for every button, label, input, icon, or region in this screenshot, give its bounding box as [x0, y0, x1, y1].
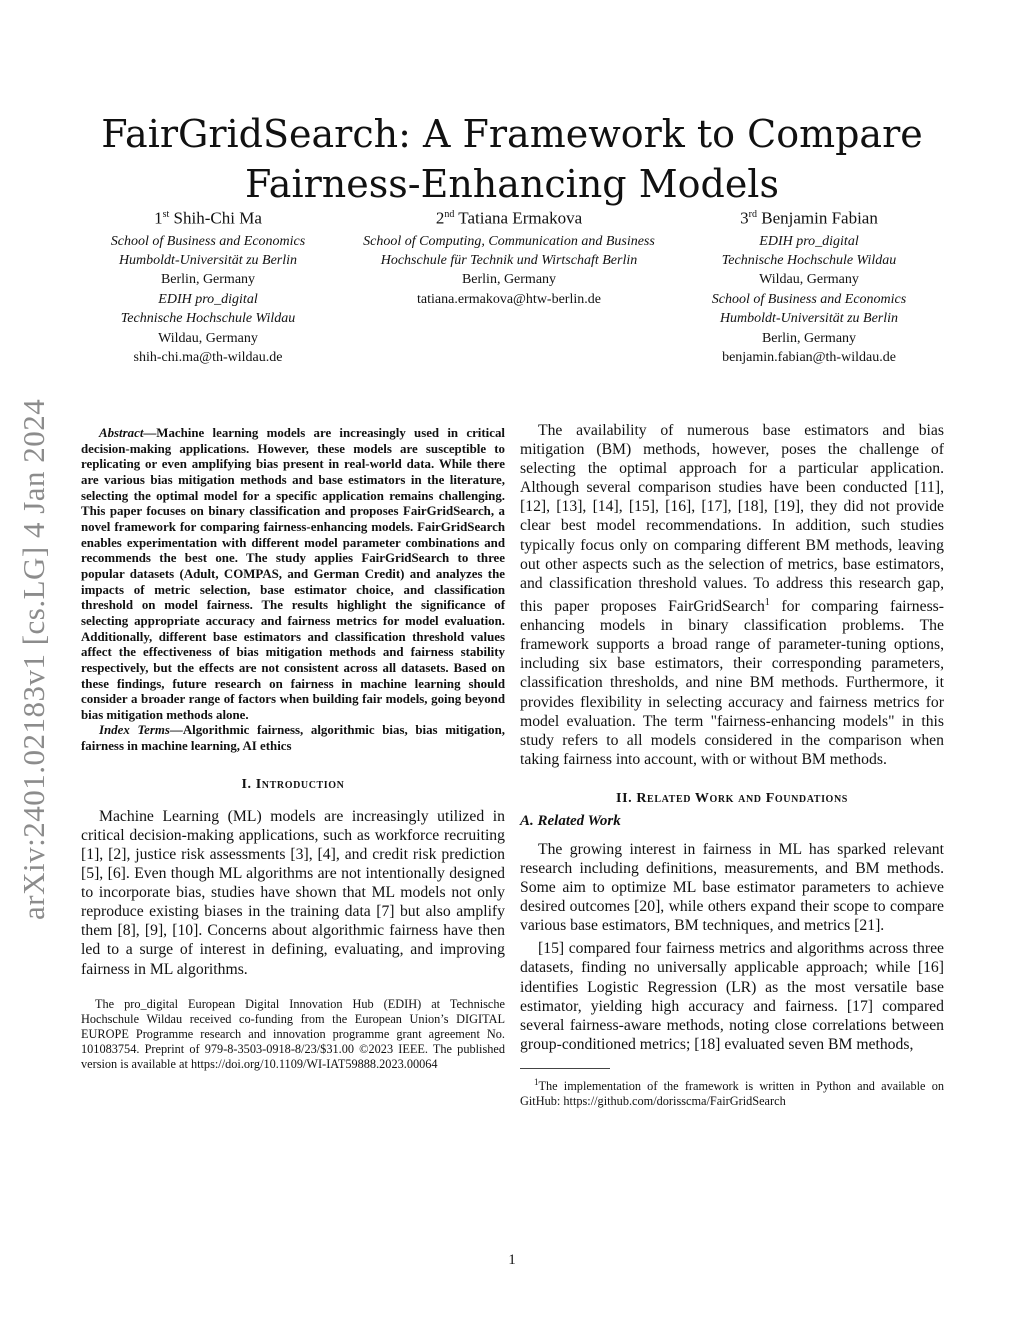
author-1-affiliation-2: EDIH pro_digital — [158, 291, 258, 307]
author-1-location: Berlin, Germany — [160, 272, 256, 288]
author-2-ordinal: 2 — [435, 208, 445, 228]
author-3-location-2: Berlin, Germany — [761, 330, 857, 346]
paper-title-line-1: FairGridSearch: A Framework to Compare — [101, 112, 923, 157]
author-3 — [696, 204, 922, 368]
author-3-ordinal-suffix: rd — [748, 209, 757, 220]
author-1-name-line — [101, 204, 315, 230]
author-3-university: Technische Hochschule Wildau — [721, 253, 897, 269]
author-2-name-line — [346, 204, 672, 230]
page-number: 1 — [508, 1252, 516, 1268]
author-2-university: Hochschule für Technik und Wirtschaft Berlin — [380, 253, 638, 269]
author-3-email: benjamin.fabian@th-wildau.de — [722, 350, 896, 366]
author-2-name: Tatiana Ermakova — [458, 208, 583, 228]
right-column — [520, 421, 944, 1109]
author-1-name: Shih-Chi Ma — [173, 208, 262, 228]
section-heading-introduction: I. Introduction — [241, 776, 345, 792]
subsection-heading-related-work: A. Related Work — [520, 812, 621, 829]
abstract-lead: Abstract — [99, 426, 144, 440]
paper-title — [80, 109, 944, 209]
author-1-ordinal: 1 — [154, 208, 163, 228]
left-column — [81, 426, 505, 1072]
author-1-location-2: Wildau, Germany — [158, 330, 258, 346]
footnote-divider — [520, 1068, 610, 1069]
author-3-university-2: Humboldt-Universität zu Berlin — [719, 311, 899, 327]
intro-continuation-part-2: for comparing fairness-enhancing models in binary classification problems. The framework supports a broad range of parameter-tuning options, including six base estimators, their corresponding parameters, classification thresholds, and nine BM methods. Furthermore, it provides flexibility in selecting accuracy and fairness metrics for model evaluation. The term "fairness-enhancing models" in this study refers to all models considered in the comparison when taking fairness into account, with or without BM methods. — [520, 598, 944, 768]
author-2 — [346, 204, 672, 309]
related-work-paragraph-2: [15] compared four fairness metrics and algorithms across three datasets, finding no universally applicable approach; while [16] identifies Logistic Regression (LR) as the most versatile base estimator, yielding high accuracy and fairness. [17] compared several fairness-aware methods, noting close correlations between group-conditioned metrics; [18] evaluated seven BM methods, — [520, 940, 944, 1053]
funding-footnote: The pro_digital European Digital Innovation Hub (EDIH) at Technische Hochschule Wildau received co-funding from the European Union’s DIGITAL EUROPE Programme research and innovation programme grant agreement No. 101083754. Preprint of 979-8-3503-0918-8/23/$31.00 ©2023 IEEE. The published version is available at https://doi.org/10.1109/WI-IAT59888.2023.00064 — [81, 996, 505, 1071]
author-1 — [101, 204, 315, 368]
author-1-ordinal-suffix: st — [162, 209, 170, 220]
author-2-location: Berlin, Germany — [461, 272, 557, 288]
author-3-affiliation: EDIH pro_digital — [759, 233, 859, 249]
introduction-paragraph: Machine Learning (ML) models are increasingly utilized in critical decision-making applications, such as workforce recruiting [1], [2], justice risk assessments [3], [4], and credit risk prediction [5], [6]. Even though ML algorithms are not intentionally designed to incorporate bias, studies have shown that ML models not only reproduce existing biases in the training data [7] but also amplify them [8], [9], [10]. Concerns about algorithmic fairness have then led to a surge of interest in defining, evaluating, and improving fairness in ML algorithms. — [81, 807, 505, 978]
index-terms-lead: Index Terms — [99, 723, 170, 738]
abstract — [81, 426, 505, 723]
related-work-paragraph-1: The growing interest in fairness in ML has sparked relevant research including definitions, measurements, and BM methods. Some aim to optimize ML base estimator parameters to achieve desired outcomes [20], while others expand their scope to compare various base estimators, BM techniques, and metrics [21]. — [520, 840, 944, 935]
author-2-email: tatiana.ermakova@htw-berlin.de — [417, 291, 601, 307]
intro-continuation-part-1: The availability of numerous base estimators and bias mitigation (BM) methods, however, poses the challenge of selecting the optimal approach for a particular application. Although several comparison studies have been conducted [11], [12], [13], [14], [15], [16], [17], [18], [19], they did not provide clear best model recommendations. In addition, such studies typically focus only on comparing different BM methods, leaving out other aspects such as the selection of metrics, base estimators, and classification threshold values. To address this research gap, this paper proposes FairGridSearch — [520, 422, 944, 616]
author-1-university: Humboldt-Universität zu Berlin — [118, 253, 298, 269]
author-3-ordinal: 3 — [740, 208, 749, 228]
implementation-footnote-mark: 1 — [534, 1076, 539, 1087]
author-1-university-2: Technische Hochschule Wildau — [120, 311, 296, 327]
author-3-affiliation-2: School of Business and Economics — [711, 291, 907, 307]
author-3-name: Benjamin Fabian — [761, 208, 878, 228]
author-2-affiliation: School of Computing, Communication and Business — [363, 233, 655, 249]
implementation-footnote — [520, 1075, 944, 1109]
author-1-email: shih-chi.ma@th-wildau.de — [133, 350, 283, 366]
author-3-name-line — [696, 204, 922, 230]
implementation-footnote-text: The implementation of the framework is written in Python and available on GitHub: https://github.com/dorisscma/FairGridSearch — [520, 1079, 944, 1109]
section-heading-related-work: II. Related Work and Foundations — [616, 790, 848, 806]
index-terms-text: —Algorithmic fairness, algorithmic bias, bias mitigation, fairness in machine learning, AI ethics — [81, 723, 505, 754]
paper-title-line-2: Fairness-Enhancing Models — [245, 162, 779, 207]
author-2-ordinal-suffix: nd — [444, 209, 455, 220]
footnote-mark-1: 1 — [764, 596, 770, 608]
arxiv-identifier-stamp: arXiv:2401.02183v1 [cs.LG] 4 Jan 2024 — [16, 398, 51, 920]
intro-continuation-paragraph — [520, 421, 944, 769]
author-3-location: Wildau, Germany — [759, 272, 859, 288]
abstract-text: —Machine learning models are increasingly used in critical decision-making applications. However, these models are susceptible to replicating or even amplifying bias present in real-world data. While there are various bias mitigation methods and base estimators in the literature, selecting the optimal model for a specific application remains challenging. This paper focuses on binary classification and proposes FairGridSearch, a novel framework for comparing fairness-enhancing models. FairGridSearch enables experimentation with different model parameter combinations and recommends the best one. The study applies FairGridSearch to three popular datasets (Adult, COMPAS, and German Credit) and analyzes the impacts of metric selection, base estimator choice, and classification threshold on model fairness. The results highlight the significance of selecting appropriate accuracy and fairness metrics for model evaluation. Additionally, different base estimators and classification threshold values affect the effectiveness of bias mitigation methods and fairness stability respectively, but the effects are not consistent across all datasets. Based on these findings, future research on fairness in machine learning should consider a broader range of factors when building fair models, going beyond bias mitigation methods alone. — [81, 426, 505, 722]
index-terms — [81, 723, 505, 754]
author-1-affiliation: School of Business and Economics — [110, 233, 306, 249]
